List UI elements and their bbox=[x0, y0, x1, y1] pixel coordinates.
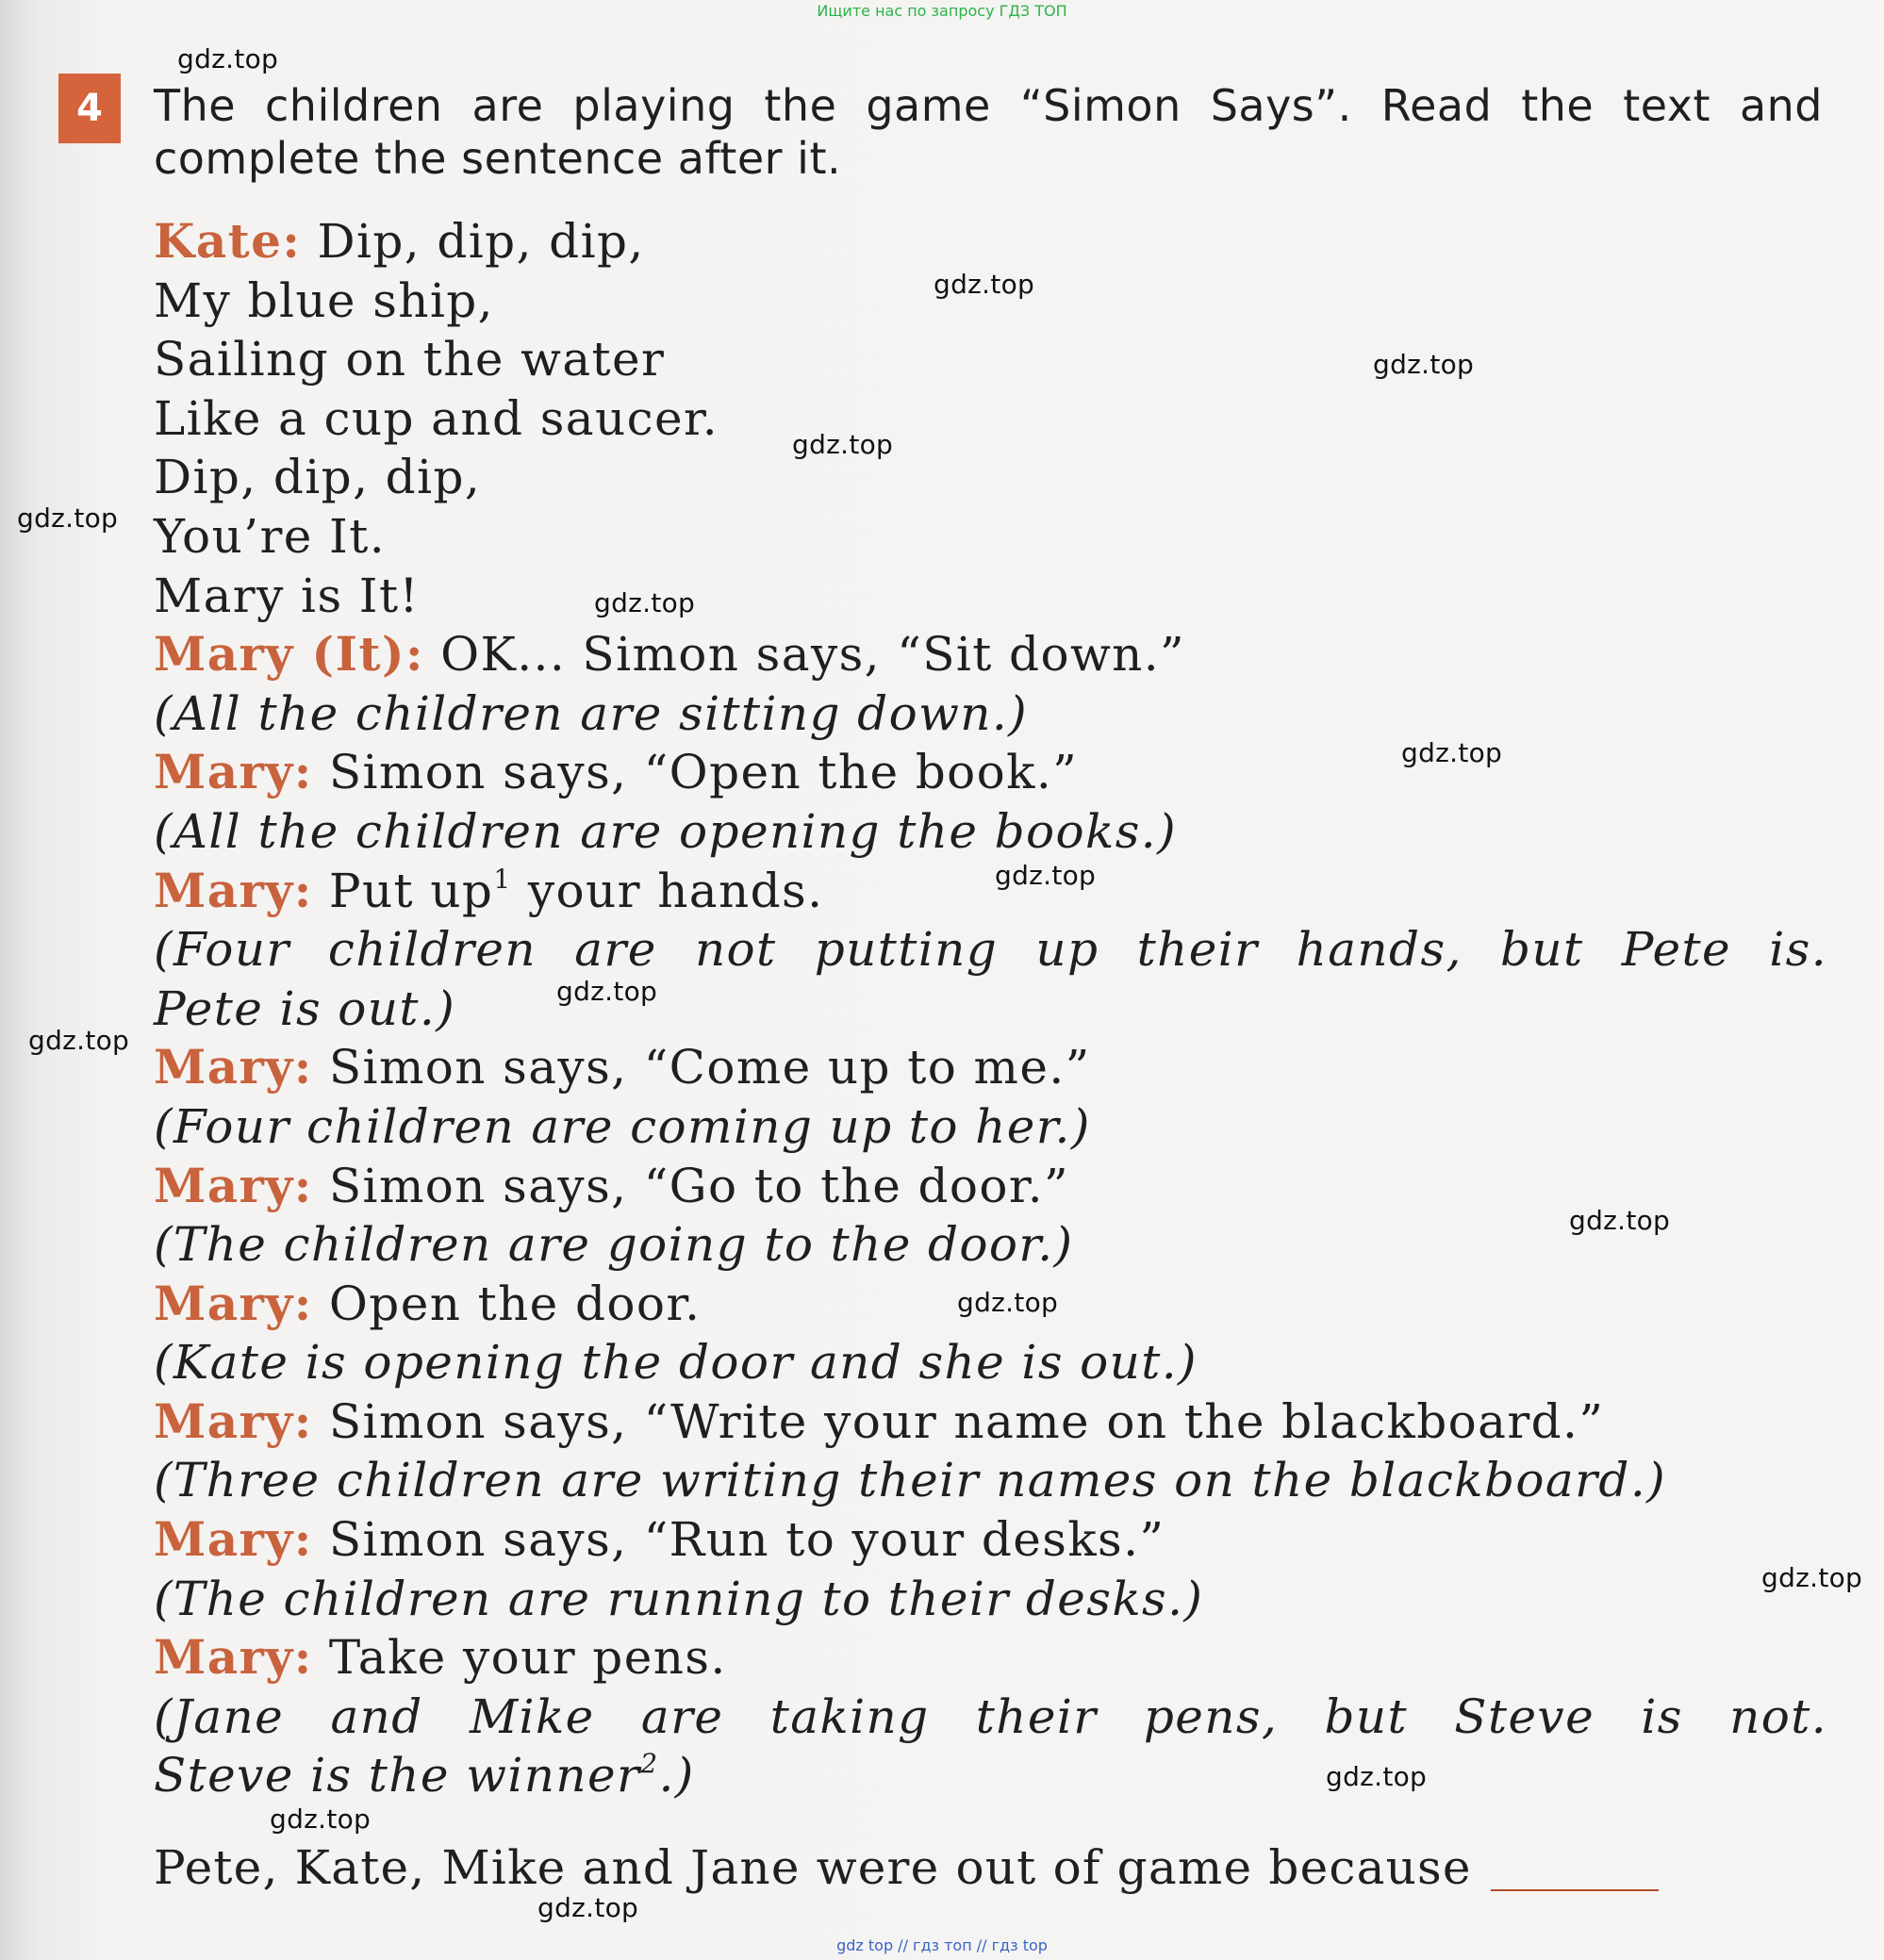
dialogue-line-speaker bbox=[154, 1510, 1827, 1570]
rhyme-line bbox=[154, 448, 1827, 507]
line-text: Take your pens. bbox=[312, 1630, 727, 1686]
speaker-name: Kate: bbox=[154, 213, 302, 269]
line-text: Simon says, “Go to the door.” bbox=[312, 1158, 1069, 1213]
exercise-number-badge: 4 bbox=[58, 74, 121, 143]
watermark: gdz.top bbox=[1569, 1205, 1671, 1236]
rhyme-line bbox=[154, 507, 1827, 567]
stage-direction-line bbox=[154, 1570, 1827, 1629]
watermark: gdz.top bbox=[792, 429, 894, 460]
stage-direction-line bbox=[154, 1746, 1827, 1805]
line-content bbox=[154, 1099, 1091, 1154]
exercise-instruction: The children are playing the game “Simon Says”. Read the text and complete the sentence after it. bbox=[154, 80, 1823, 184]
line-text: Simon says, “Write your name on the blackboard.” bbox=[312, 1393, 1605, 1449]
line-text: Simon says, “Come up to me.” bbox=[312, 1040, 1091, 1095]
line-content bbox=[154, 864, 823, 918]
line-content bbox=[154, 745, 1078, 799]
line-content bbox=[154, 1688, 1827, 1747]
line-content bbox=[154, 509, 386, 564]
line-text: Steve is the winner bbox=[154, 1748, 641, 1804]
dialogue-line-speaker bbox=[154, 212, 1827, 272]
footnote-marker: 2 bbox=[640, 1748, 659, 1780]
stage-direction-line bbox=[154, 1333, 1827, 1392]
line-text: (The children are going to the door.) bbox=[154, 1217, 1074, 1273]
footnote-marker: 1 bbox=[493, 863, 512, 895]
line-content bbox=[154, 568, 420, 623]
watermark: gdz.top bbox=[556, 976, 658, 1007]
dialogue-line-speaker bbox=[154, 1038, 1827, 1097]
line-text: (Three children are writing their names on the blackboard.) bbox=[154, 1453, 1667, 1508]
line-content bbox=[154, 1512, 1165, 1567]
watermark: gdz.top bbox=[934, 269, 1035, 300]
line-text-tail: your hands. bbox=[511, 863, 824, 918]
line-text: (Four children are not putting up their hands, but Pete is. bbox=[154, 922, 1827, 978]
line-content bbox=[154, 1394, 1604, 1449]
line-text: (Jane and Mike are taking their pens, but Steve is not. bbox=[154, 1688, 1827, 1744]
line-text: You’re It. bbox=[154, 508, 386, 564]
watermark: gdz.top bbox=[957, 1287, 1059, 1318]
watermark: gdz.top bbox=[594, 587, 696, 618]
line-text: Simon says, “Open the book.” bbox=[312, 745, 1079, 800]
line-content bbox=[154, 214, 645, 269]
dialogue-text bbox=[154, 212, 1827, 1805]
rhyme-line bbox=[154, 389, 1827, 449]
watermark: gdz.top bbox=[17, 502, 119, 534]
completion-sentence-text: Pete, Kate, Mike and Jane were out of game because bbox=[154, 1840, 1472, 1895]
line-content bbox=[154, 1040, 1091, 1095]
speaker-name: Mary: bbox=[154, 1275, 313, 1331]
dialogue-line-speaker bbox=[154, 743, 1827, 802]
stage-direction-line bbox=[154, 684, 1827, 744]
line-content bbox=[154, 1453, 1666, 1507]
line-text: Dip, dip, dip, bbox=[301, 214, 645, 269]
stage-direction-line bbox=[154, 802, 1827, 862]
line-content bbox=[154, 1217, 1073, 1272]
speaker-name: Mary: bbox=[154, 744, 313, 800]
top-banner[interactable]: Ищите нас по запросу ГДЗ ТОП bbox=[817, 2, 1067, 20]
line-content bbox=[154, 1572, 1203, 1626]
speaker-name: Mary (It): bbox=[154, 626, 424, 683]
line-text-tail: .) bbox=[658, 1748, 695, 1804]
line-text: Like a cup and saucer. bbox=[154, 390, 719, 446]
line-content bbox=[154, 1748, 695, 1803]
line-text: Dip, dip, dip, bbox=[154, 450, 482, 505]
line-content bbox=[154, 920, 1827, 980]
completion-sentence bbox=[154, 1838, 1827, 1897]
watermark: gdz.top bbox=[1326, 1761, 1428, 1792]
line-text: My blue ship, bbox=[154, 272, 494, 328]
rhyme-line bbox=[154, 330, 1827, 389]
speaker-name: Mary: bbox=[154, 1629, 313, 1686]
watermark: gdz.top bbox=[1761, 1562, 1863, 1593]
stage-direction-line bbox=[154, 1688, 1827, 1747]
dialogue-line-speaker bbox=[154, 1628, 1827, 1688]
line-text: Put up bbox=[312, 863, 494, 918]
speaker-name: Mary: bbox=[154, 1392, 313, 1449]
line-content bbox=[154, 686, 1028, 741]
line-text: (All the children are sitting down.) bbox=[154, 685, 1029, 741]
line-content bbox=[154, 450, 481, 504]
line-content bbox=[154, 332, 665, 387]
watermark: gdz.top bbox=[1373, 349, 1475, 380]
dialogue-line-speaker bbox=[154, 625, 1827, 684]
line-content bbox=[154, 391, 719, 446]
line-text: Mary is It! bbox=[154, 568, 420, 623]
line-text: Simon says, “Run to your desks.” bbox=[312, 1512, 1165, 1568]
line-text: (Kate is opening the door and she is out.) bbox=[154, 1335, 1198, 1391]
speaker-name: Mary: bbox=[154, 1039, 313, 1095]
stage-direction-line bbox=[154, 980, 1827, 1039]
stage-direction-line bbox=[154, 920, 1827, 980]
line-text: OK... Simon says, “Sit down.” bbox=[423, 627, 1185, 683]
line-content bbox=[154, 1159, 1069, 1213]
line-text: (The children are running to their desks.) bbox=[154, 1571, 1204, 1626]
bottom-banner[interactable]: gdz top // гдз топ // гдз top bbox=[836, 1936, 1048, 1954]
line-text: Sailing on the water bbox=[154, 332, 666, 387]
line-text: (Four children are coming up to her.) bbox=[154, 1098, 1091, 1154]
line-content bbox=[154, 804, 1177, 859]
watermark: gdz.top bbox=[270, 1804, 372, 1835]
answer-blank[interactable] bbox=[1491, 1889, 1659, 1891]
line-text: Open the door. bbox=[312, 1276, 702, 1331]
line-text: Pete is out.) bbox=[154, 980, 456, 1036]
line-content bbox=[154, 981, 455, 1036]
watermark: gdz.top bbox=[1401, 737, 1503, 768]
line-content bbox=[154, 273, 494, 328]
dialogue-line-speaker bbox=[154, 862, 1827, 921]
speaker-name: Mary: bbox=[154, 1157, 313, 1213]
dialogue-line-speaker bbox=[154, 1392, 1827, 1452]
watermark: gdz.top bbox=[177, 43, 279, 74]
line-content bbox=[154, 1276, 701, 1331]
line-text: (All the children are opening the books.) bbox=[154, 803, 1177, 859]
line-content bbox=[154, 1335, 1198, 1390]
line-content bbox=[154, 627, 1185, 682]
watermark: gdz.top bbox=[537, 1892, 639, 1923]
stage-direction-line bbox=[154, 1097, 1827, 1157]
watermark: gdz.top bbox=[995, 860, 1097, 891]
watermark: gdz.top bbox=[28, 1025, 130, 1056]
stage-direction-line bbox=[154, 1451, 1827, 1510]
speaker-name: Mary: bbox=[154, 1511, 313, 1568]
rhyme-line bbox=[154, 567, 1827, 626]
speaker-name: Mary: bbox=[154, 862, 313, 918]
line-content bbox=[154, 1630, 727, 1685]
